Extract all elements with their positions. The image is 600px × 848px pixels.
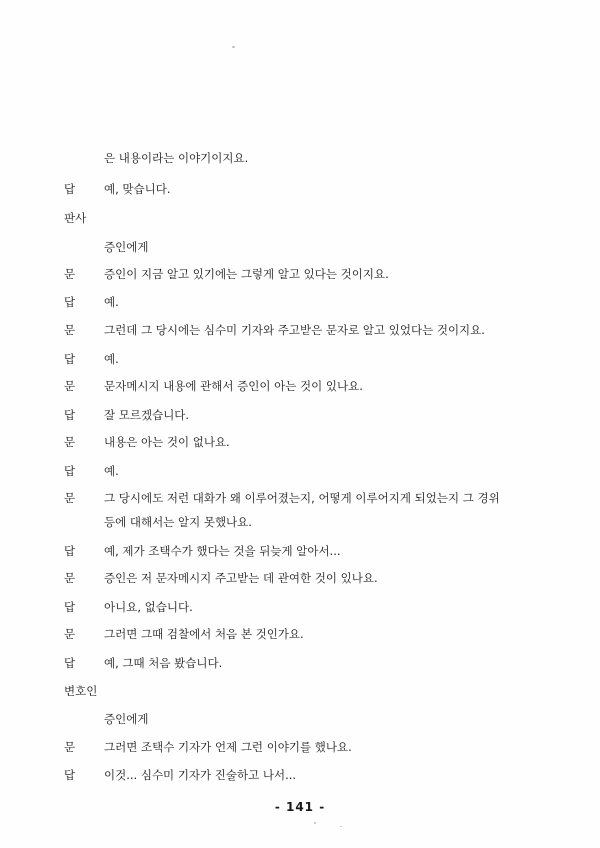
testimony-text: 그러면 그때 검찰에서 처음 본 것인가요. xyxy=(104,627,304,641)
testimony-text: 예, 맞습니다. xyxy=(104,182,171,196)
speaker-label: 답 xyxy=(64,295,76,309)
testimony-text: 은 내용이라는 이야기이지요. xyxy=(104,151,249,165)
speaker-label: 문 xyxy=(64,267,76,281)
speaker-label: 답 xyxy=(64,600,76,614)
testimony-text: 예, 제가 조택수가 했다는 것을 뒤늦게 알아서... xyxy=(104,544,341,558)
speaker-label: 답 xyxy=(64,544,76,558)
speaker-label: 답 xyxy=(64,408,76,422)
speaker-heading: 판사 xyxy=(64,211,87,225)
addressee-label: 증인에게 xyxy=(104,240,149,254)
scan-speck xyxy=(314,822,316,824)
testimony-text: 내용은 아는 것이 없나요. xyxy=(104,435,230,449)
testimony-text-continued: 등에 대해서는 알지 못했나요. xyxy=(104,515,252,529)
testimony-text: 그러면 조택수 기자가 언제 그런 이야기를 했나요. xyxy=(104,740,352,754)
testimony-text: 그 당시에도 저런 대화가 왜 이루어졌는지, 어떻게 이루어지게 되었는지 그 경위 xyxy=(104,491,500,505)
testimony-text: 증인이 지금 알고 있기에는 그렇게 알고 있다는 것이지요. xyxy=(104,267,389,281)
speaker-label: 답 xyxy=(64,464,76,478)
addressee-label: 증인에게 xyxy=(104,712,149,726)
testimony-text: 이것... 심수미 기자가 진술하고 나서... xyxy=(104,768,297,782)
speaker-label: 답 xyxy=(64,656,76,670)
speaker-heading: 변호인 xyxy=(64,684,98,698)
testimony-text: 예. xyxy=(104,352,119,366)
speaker-label: 답 xyxy=(64,182,76,196)
testimony-text: 증인은 저 문자메시지 주고받는 데 관여한 것이 있나요. xyxy=(104,571,378,585)
speaker-label: 문 xyxy=(64,491,76,505)
testimony-text: 문자메시지 내용에 관해서 증인이 아는 것이 있나요. xyxy=(104,379,363,393)
speaker-label: 문 xyxy=(64,435,76,449)
testimony-text: 예. xyxy=(104,464,119,478)
speaker-label: 문 xyxy=(64,379,76,393)
speaker-label: 문 xyxy=(64,627,76,641)
scan-speck xyxy=(340,826,342,827)
speaker-label: 답 xyxy=(64,352,76,366)
testimony-text: 예. xyxy=(104,295,119,309)
testimony-text: 그런데 그 당시에는 심수미 기자와 주고받은 문자로 알고 있었다는 것이지요. xyxy=(104,323,485,337)
testimony-text: 예, 그때 처음 봤습니다. xyxy=(104,656,223,670)
testimony-text: 아니요, 없습니다. xyxy=(104,600,193,614)
page-number: - 141 - xyxy=(274,800,326,814)
speaker-label: 문 xyxy=(64,323,76,337)
speaker-label: 문 xyxy=(64,571,76,585)
scan-speck xyxy=(232,46,235,48)
testimony-text: 잘 모르겠습니다. xyxy=(104,408,190,422)
speaker-label: 문 xyxy=(64,740,76,754)
speaker-label: 답 xyxy=(64,768,76,782)
